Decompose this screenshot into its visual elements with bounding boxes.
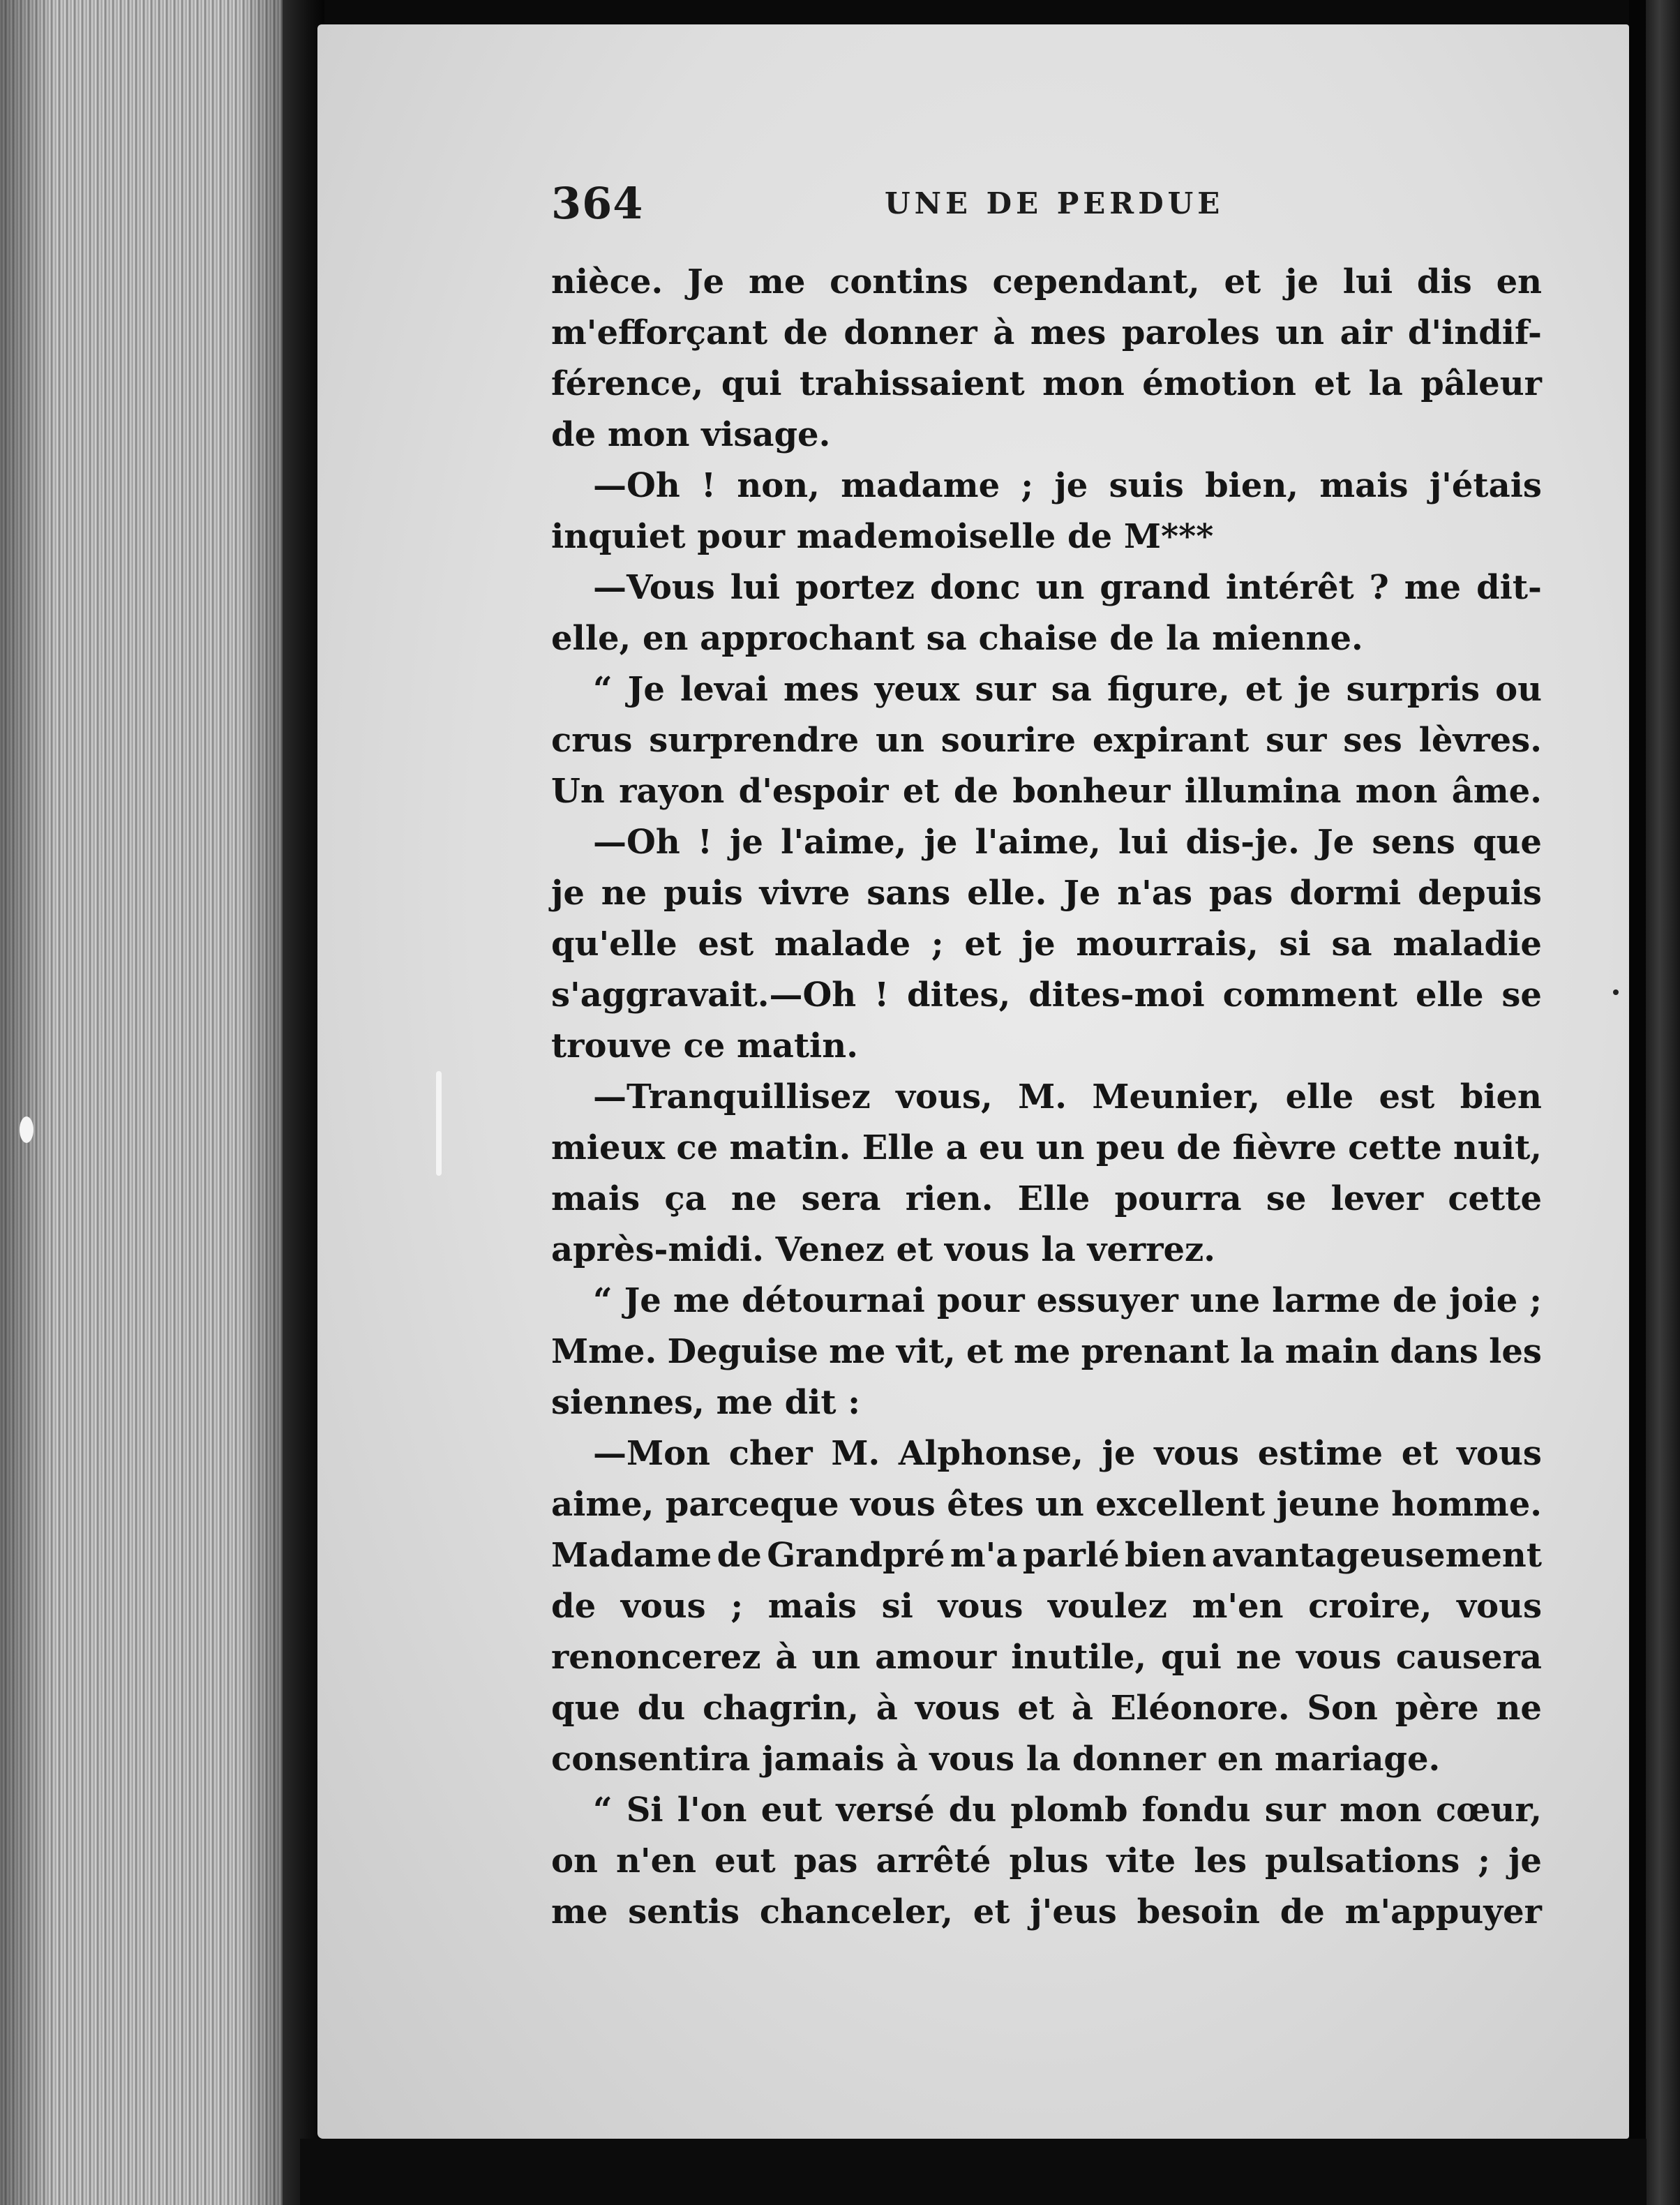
- text-line: —Oh ! non, madame ; je suis bien, mais j'étais: [593, 466, 1542, 505]
- text-line: nièce. Je me contins cependant, et je lui dis en: [551, 262, 1542, 301]
- running-title: UNE DE PERDUE: [885, 186, 1224, 221]
- scan-speck: [1613, 989, 1619, 995]
- text-line: m'efforçant de donner à mes paroles un air d'indif-: [551, 313, 1542, 352]
- text-line: je ne puis vivre sans elle. Je n'as pas dormi depuis: [551, 874, 1542, 913]
- text-line: siennes, me dit :: [551, 1383, 861, 1422]
- text-line: “ Je levai mes yeux sur sa figure, et je surpris ou: [593, 670, 1542, 709]
- text-line: elle, en approchant sa chaise de la mienne.: [551, 619, 1363, 658]
- text-line: Mme. Deguise me vit, et me prenant la main dans les: [551, 1332, 1542, 1371]
- scan-speck: [436, 1071, 442, 1176]
- text-line: —Oh ! je l'aime, je l'aime, lui dis-je. Je sens que: [593, 823, 1542, 862]
- text-line: qu'elle est malade ; et je mourrais, si sa maladie: [551, 925, 1542, 964]
- page-number: 364: [551, 178, 644, 229]
- text-line: s'aggravait.—Oh ! dites, dites-moi comment elle se: [551, 976, 1542, 1015]
- scan-speck: [20, 1116, 33, 1143]
- text-line: —Tranquillisez vous, M. Meunier, elle est bien: [593, 1077, 1542, 1116]
- text-line: aime, parceque vous êtes un excellent jeune homme.: [551, 1485, 1542, 1524]
- page-right-border: [1629, 0, 1646, 2205]
- text-line: de mon visage.: [551, 415, 831, 454]
- book-page-edges: [0, 0, 300, 2205]
- text-line: mieux ce matin. Elle a eu un peu de fièvre cette nuit,: [551, 1128, 1542, 1167]
- text-line: —Vous lui portez donc un grand intérêt ? me dit-: [593, 568, 1542, 607]
- text-line: Madame de Grandpré m'a parlé bien avantageusement: [551, 1536, 1542, 1575]
- text-line: mais ça ne sera rien. Elle pourra se lever cette: [551, 1179, 1542, 1218]
- text-line: renoncerez à un amour inutile, qui ne vous causera: [551, 1638, 1542, 1677]
- scan-right-strip: [1646, 0, 1680, 2205]
- body-text: [551, 257, 1542, 1938]
- text-line: —Mon cher M. Alphonse, je vous estime et vous: [593, 1434, 1542, 1473]
- text-line: que du chagrin, à vous et à Eléonore. Son père ne: [551, 1689, 1542, 1728]
- page-header: [551, 178, 1584, 234]
- text-line: on n'en eut pas arrêté plus vite les pulsations ; je: [551, 1841, 1542, 1881]
- scan-bottom-border: [300, 2139, 1647, 2205]
- text-line: “ Je me détournai pour essuyer une larme de joie ;: [593, 1281, 1542, 1320]
- text-line: consentira jamais à vous la donner en mariage.: [551, 1740, 1441, 1779]
- text-line: crus surprendre un sourire expirant sur ses lèvres.: [551, 721, 1542, 760]
- text-line: Un rayon d'espoir et de bonheur illumina mon âme.: [551, 772, 1542, 811]
- text-line: inquiet pour mademoiselle de M***: [551, 517, 1214, 556]
- text-line: “ Si l'on eut versé du plomb fondu sur mon cœur,: [593, 1791, 1542, 1830]
- text-line: après-midi. Venez et vous la verrez.: [551, 1230, 1215, 1269]
- text-line: férence, qui trahissaient mon émotion et la pâleur: [551, 364, 1542, 403]
- text-line: de vous ; mais si vous voulez m'en croire, vous: [551, 1587, 1542, 1626]
- text-line: me sentis chanceler, et j'eus besoin de m'appuyer: [551, 1892, 1542, 1931]
- text-line: trouve ce matin.: [551, 1026, 858, 1066]
